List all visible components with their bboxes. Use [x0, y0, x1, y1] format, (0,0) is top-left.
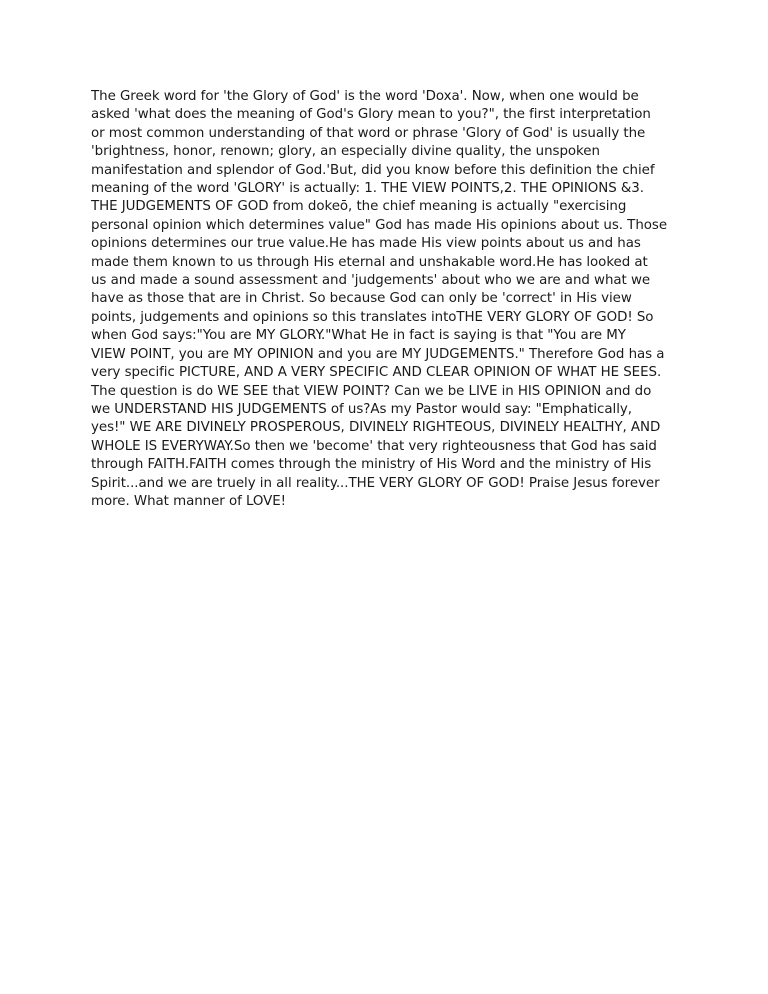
- text-line: more. What manner of LOVE!: [91, 493, 287, 509]
- text-line: WHOLE IS EVERYWAY.So then we 'become' that very righteousness that God has said: [91, 438, 657, 454]
- text-line: when God says:"You are MY GLORY."What He in fact is saying is that "You are MY: [91, 328, 626, 344]
- text-line: opinions determines our true value.He has made His view points about us and has: [91, 236, 641, 252]
- text-line: manifestation and splendor of God.'But, did you know before this definition the chief: [91, 162, 655, 178]
- text-line: us and made a sound assessment and 'judgements' about who we are and what we: [91, 273, 651, 289]
- text-line: THE JUDGEMENTS OF GOD from dokeō, the chief meaning is actually "exercising: [91, 199, 627, 215]
- text-line: points, judgements and opinions so this translates intoTHE VERY GLORY OF GOD! So: [91, 309, 654, 325]
- text-line: have as those that are in Christ. So because God can only be 'correct' in His view: [91, 291, 632, 307]
- text-line: we UNDERSTAND HIS JUDGEMENTS of us?As my Pastor would say: "Emphatically,: [91, 401, 632, 417]
- text-line: or most common understanding of that word or phrase 'Glory of God' is usually the: [91, 125, 646, 141]
- text-line: asked 'what does the meaning of God's Glory mean to you?", the first interpretation: [91, 107, 651, 123]
- text-line: yes!" WE ARE DIVINELY PROSPEROUS, DIVINELY RIGHTEOUS, DIVINELY HEALTHY, AND: [91, 420, 661, 436]
- text-line: VIEW POINT, you are MY OPINION and you are MY JUDGEMENTS." Therefore God has a: [91, 346, 665, 362]
- text-line: through FAITH.FAITH comes through the ministry of His Word and the ministry of His: [91, 457, 652, 473]
- text-line: meaning of the word 'GLORY' is actually: 1. THE VIEW POINTS,2. THE OPINIONS &3.: [91, 181, 644, 197]
- text-line: The Greek word for 'the Glory of God' is the word 'Doxa'. Now, when one would be: [91, 89, 639, 104]
- text-line: very specific PICTURE, AND A VERY SPECIFIC AND CLEAR OPINION OF WHAT HE SEES.: [91, 365, 662, 381]
- text-line: made them known to us through His eternal and unshakable word.He has looked at: [91, 254, 648, 270]
- body-paragraph: [91, 88, 691, 511]
- text-line: Spirit...and we are truely in all reality...THE VERY GLORY OF GOD! Praise Jesus forever: [91, 475, 660, 491]
- text-line: The question is do WE SEE that VIEW POINT? Can we be LIVE in HIS OPINION and do: [91, 383, 652, 399]
- text-line: 'brightness, honor, renown; glory, an especially divine quality, the unspoken: [91, 144, 600, 160]
- text-line: personal opinion which determines value" God has made His opinions about us. Those: [91, 217, 668, 233]
